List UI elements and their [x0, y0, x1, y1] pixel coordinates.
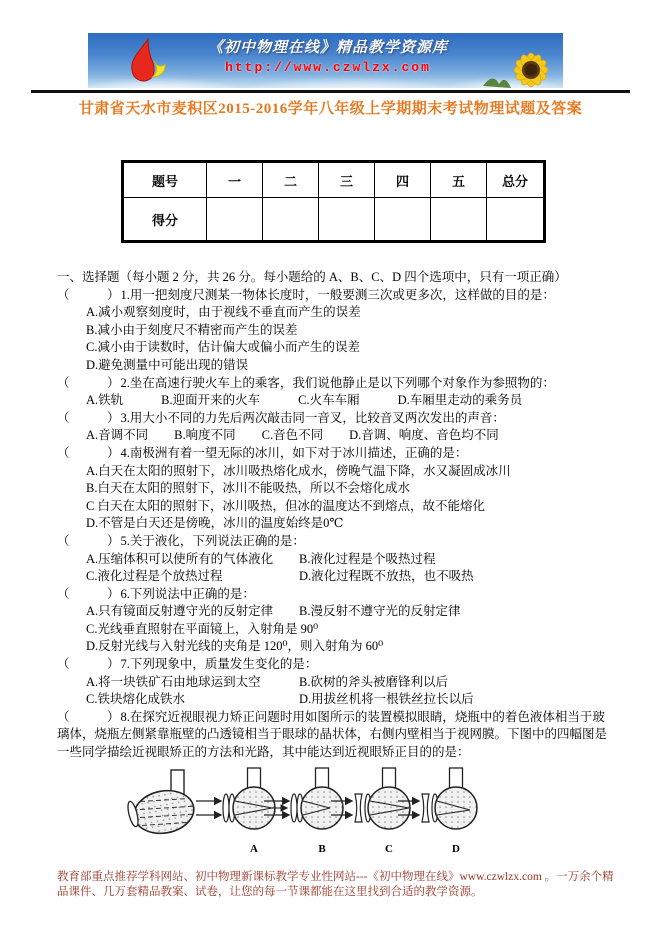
question-6 [57, 586, 611, 656]
score-table-header-row [123, 162, 545, 198]
figure-label: A [250, 842, 258, 855]
question-number: 7. [120, 657, 130, 672]
option-row [57, 427, 611, 445]
option: A.减小观察刻度时，由于视线不垂直而产生的误差 [86, 305, 361, 320]
option-row [57, 515, 611, 533]
question-1 [57, 287, 611, 375]
option-row [57, 691, 611, 709]
option: C.减小由于读数时，估计偏大或偏小而产生的误差 [86, 340, 360, 355]
section-heading: 一、选择题（每小题 2 分，共 26 分。每小题给的 A、B、C、D 四个选项中，只有一项正确） [57, 270, 567, 284]
option-row [57, 568, 611, 586]
answer-bracket: （ ） [57, 410, 120, 425]
question-8 [57, 709, 611, 762]
score-table-col-4: 四 [375, 162, 431, 198]
option-row [57, 463, 611, 481]
page-title: 甘肃省天水市麦积区2015-2016学年八年级上学期期末考试物理试题及答案 [78, 101, 583, 117]
option: A.将一块铁矿石由地球运到太空 [86, 674, 261, 689]
question-lead [57, 586, 611, 604]
figure-label: C [385, 842, 393, 855]
banner-site-url[interactable]: http://www.czwlzx.com [225, 60, 431, 75]
question-number: 6. [120, 586, 130, 601]
question-number: 8. [120, 709, 130, 724]
option: C.音色不同 [261, 428, 324, 443]
question-7 [57, 656, 611, 709]
question-lead [57, 533, 611, 551]
score-table-col-2: 二 [263, 162, 319, 198]
option: C 白天在太阳的照射下，冰川吸热，但冰的温度达不到熔点，故不能熔化 [86, 498, 485, 513]
question-lead [57, 287, 611, 305]
question-number: 1. [120, 287, 130, 302]
question-lead [57, 410, 611, 428]
figure-label: D [452, 842, 460, 855]
option: B.白天在太阳的照射下，冰川不能吸热，所以不会熔化成水 [86, 481, 410, 496]
figure-option-b [264, 768, 343, 855]
score-cell [263, 198, 319, 242]
score-table-col-5: 五 [431, 162, 487, 198]
answer-bracket: （ ） [57, 375, 120, 390]
answer-bracket: （ ） [57, 586, 120, 601]
option: B.迎面开来的火车 [161, 393, 261, 408]
page-header [31, 33, 630, 93]
question-stem: 下列现象中，质量发生变化的是： [129, 657, 318, 672]
option-row [57, 480, 611, 498]
answer-bracket: （ ） [57, 709, 120, 724]
question-3 [57, 410, 611, 445]
score-cell [319, 198, 375, 242]
question-4 [57, 445, 611, 533]
banner-site-title: 《初中物理在线》精品教学资源库 [207, 40, 448, 56]
option: D.避免测量中可能出现的错误 [86, 357, 249, 372]
option-row [57, 551, 611, 569]
question-stem: 关于液化，下列说法正确的是： [129, 533, 305, 548]
option-row [57, 621, 611, 639]
sunflower-image [479, 36, 563, 88]
question-number: 5. [120, 533, 130, 548]
option: D.用拔丝机将一根铁丝拉长以后 [299, 692, 474, 707]
banner-text-block [178, 36, 478, 75]
answer-bracket: （ ） [57, 445, 120, 460]
option-row [57, 339, 611, 357]
option: A.铁轨 [86, 393, 124, 408]
question-stem: 南极洲有着一望无际的冰川，如下对于冰川描述，正确的是： [129, 445, 468, 460]
option: C.铁块熔化成铁水 [86, 692, 185, 707]
option: D.不管是白天还是傍晚，冰川的温度始终是0℃ [86, 516, 344, 531]
option: C.液化过程是个放热过程 [86, 569, 223, 584]
answer-bracket: （ ） [57, 287, 120, 302]
option: A.压缩体积可以使所有的气体液化 [86, 551, 274, 566]
score-table [121, 160, 546, 243]
score-cell [375, 198, 431, 242]
option: A.只有镜面反射遵守光的反射定律 [86, 604, 274, 619]
model-eye-flask [126, 770, 197, 838]
option-row [57, 392, 611, 410]
option: D.反射光线与入射光线的夹角是 120⁰，则入射角为 60⁰ [86, 639, 384, 654]
option: D.液化过程既不放热，也不吸热 [299, 569, 474, 584]
question-lead [57, 709, 611, 762]
option-row [57, 322, 611, 340]
option-row [57, 674, 611, 692]
question-5 [57, 533, 611, 586]
question-stem: 下列说法中正确的是： [129, 586, 255, 601]
score-cell [431, 198, 487, 242]
option: B.漫反射不遵守光的反射定律 [299, 604, 461, 619]
footer-promo-text: 教育部重点推荐学科网站、初中物理新课标教学专业性网站---《初中物理在线》www.czwlzx.com 。一万余个精品课件、几万套精品教案、试卷，让您的每一节课都能在这里找到合适的教学资源。 [57, 870, 614, 899]
option: A.音调不同 [86, 428, 149, 443]
question-lead [57, 445, 611, 463]
question-stem: 用一把刻度尺测某一物体长度时，一般要测三次或更多次，这样做的目的是： [129, 287, 555, 302]
score-cell [487, 198, 545, 242]
option: B.响度不同 [174, 428, 236, 443]
figure-label: B [318, 842, 326, 855]
score-table-corner: 题号 [123, 162, 207, 198]
score-cell [207, 198, 263, 242]
option-row [57, 357, 611, 375]
figure-option-a [196, 768, 286, 855]
option: B.液化过程是个吸热过程 [299, 551, 436, 566]
option: D.音调、响度、音色均不同 [349, 428, 499, 443]
score-table-col-3: 三 [319, 162, 375, 198]
option: B.砍树的斧头被磨锋利以后 [299, 674, 448, 689]
option-row [57, 498, 611, 516]
question-stem: 坐在高速行驶火车上的乘客，我们说他静止是以下列哪个对象作为参照物的： [129, 375, 555, 390]
option: C.火车车厢 [298, 393, 360, 408]
option-row [57, 638, 611, 656]
question-stem: 在探究近视眼视力矫正问题时用如图所示的装置模拟眼睛，烧瓶中的着色液体相当于玻璃体，烧瓶左侧紧靠瓶壁的凸透镜相当于眼球的晶状体，右侧内壁相当于视网膜。下图中的四幅图是一些同学描绘近视眼矫正的方法和光路，其中能达到近视眼矫正目的的是： [57, 709, 608, 760]
score-table-col-1: 一 [207, 162, 263, 198]
question-2 [57, 375, 611, 410]
option-row [57, 603, 611, 621]
site-logo-icon [118, 37, 174, 85]
question-lead [57, 656, 611, 674]
site-banner [88, 33, 563, 88]
question-8-figure [104, 766, 544, 856]
question-lead [57, 375, 611, 393]
question-number: 4. [120, 445, 130, 460]
option-row [57, 304, 611, 322]
question-number: 2. [120, 375, 130, 390]
option: C.光线垂直照射在平面镜上，入射角是 90⁰ [86, 621, 319, 636]
answer-bracket: （ ） [57, 533, 120, 548]
question-stem: 用大小不同的力先后两次敲击同一音叉，比较音叉两次发出的声音： [129, 410, 505, 425]
option: A.白天在太阳的照射下，冰川吸热熔化成水，傍晚气温下降，水又凝固成冰川 [86, 463, 511, 478]
question-number: 3. [120, 410, 130, 425]
section-multiple-choice [57, 269, 611, 762]
score-row-label: 得分 [123, 198, 207, 242]
answer-bracket: （ ） [57, 657, 120, 672]
score-table-col-total: 总分 [487, 162, 545, 198]
option: D.车厢里走动的乘务员 [397, 393, 523, 408]
score-table-score-row [123, 198, 545, 242]
option: B.减小由于刻度尺不精密而产生的误差 [86, 322, 298, 337]
